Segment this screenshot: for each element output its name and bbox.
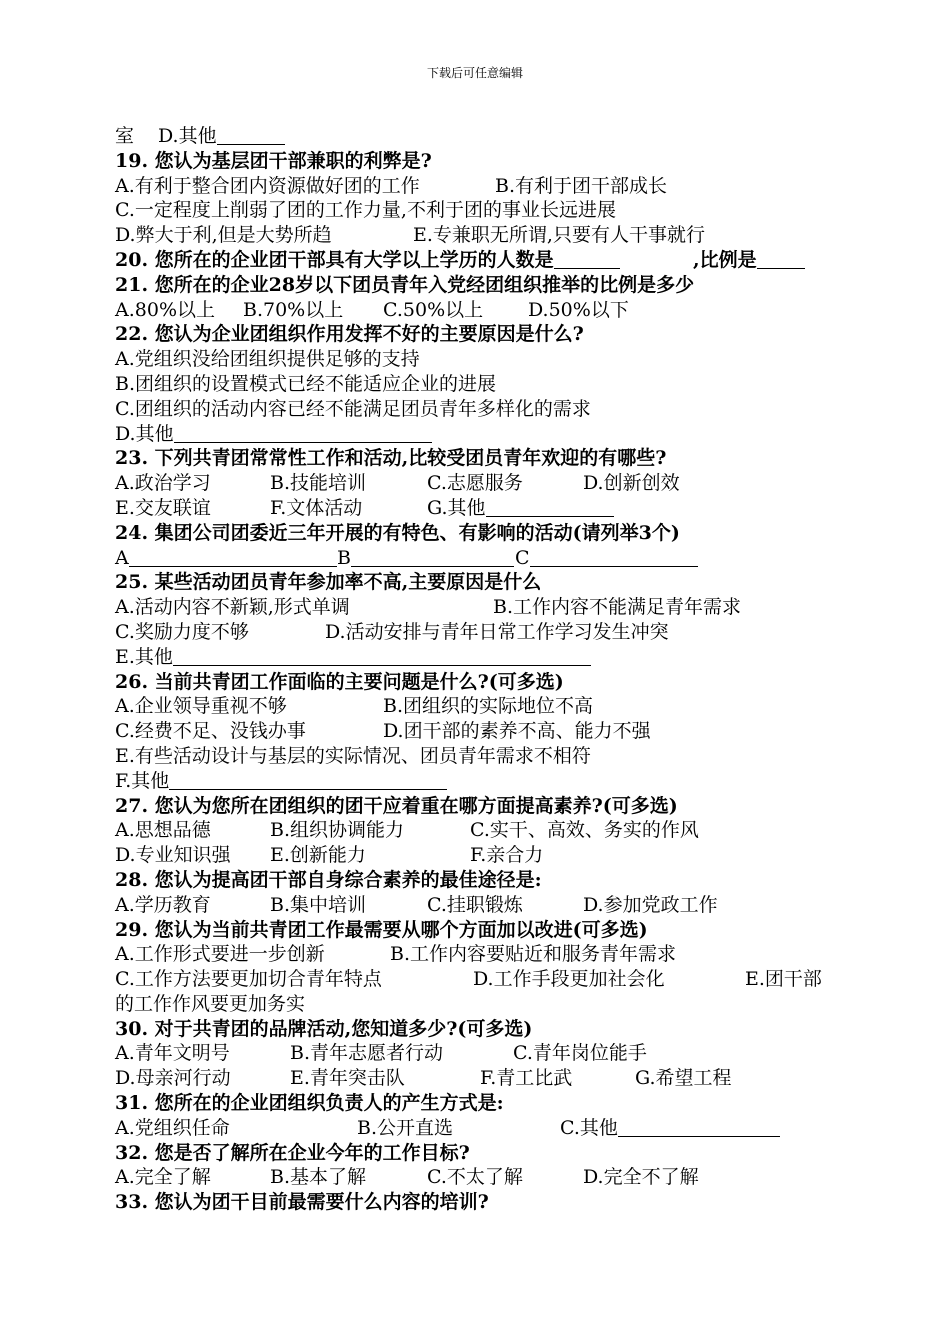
- option-line: [115, 1116, 845, 1141]
- option-line: [115, 496, 845, 521]
- question-text: [115, 1017, 532, 1042]
- question-line: [115, 322, 845, 347]
- question-line: [115, 570, 845, 595]
- option-text: [115, 372, 496, 397]
- line-text: C.其他: [560, 1116, 618, 1139]
- option-text: [470, 843, 543, 868]
- option-text: [115, 744, 591, 769]
- line-text: B.工作内容要贴近和服务青年需求: [390, 943, 677, 966]
- line-text: B.基本了解: [270, 1166, 367, 1189]
- line-text: B.技能培训: [270, 472, 367, 495]
- option-text: [115, 223, 332, 248]
- question-line: [115, 918, 845, 943]
- line-text: B.工作内容不能满足青年需求: [493, 596, 742, 619]
- question-text: [115, 149, 432, 174]
- line-text: 19. 您认为基层团干部兼职的利弊是?: [115, 149, 432, 172]
- line-text: E.其他: [115, 645, 173, 668]
- line-text: E.青年突击队: [290, 1067, 405, 1090]
- line-text: 21. 您所在的企业28岁以下团员青年入党经团组织推举的比例是多少: [115, 273, 695, 296]
- option-text: [270, 471, 366, 496]
- option-line: [115, 719, 845, 744]
- line-text: D.完全不了解: [583, 1166, 699, 1189]
- option-line: [115, 1041, 845, 1066]
- line-text: B.组织协调能力: [270, 819, 405, 842]
- question-line: [115, 1190, 845, 1215]
- option-text: [635, 1066, 732, 1091]
- line-text: C.团组织的活动内容已经不能满足团员青年多样化的需求: [115, 397, 591, 420]
- option-text: [493, 595, 741, 620]
- option-line: [115, 620, 845, 645]
- line-text: 32. 您是否了解所在企业今年的工作目标?: [115, 1141, 470, 1164]
- line-text: D.工作手段更加社会化: [473, 968, 665, 991]
- line-text: D.弊大于利,但是大势所趋: [115, 224, 332, 247]
- option-text: [325, 620, 669, 645]
- option-text: [583, 1165, 699, 1190]
- option-text: [115, 645, 591, 670]
- line-text: B.团组织的实际地位不高: [383, 695, 594, 718]
- line-text: D.母亲河行动: [115, 1067, 231, 1090]
- option-text: [115, 818, 211, 843]
- line-text: C: [515, 546, 530, 569]
- answer-blank[interactable]: [351, 548, 514, 567]
- option-line: [115, 992, 845, 1017]
- question-text: [115, 868, 542, 893]
- line-text: A.有利于整合团内资源做好团的工作: [115, 174, 420, 197]
- line-text: A: [115, 546, 129, 569]
- option-text: [115, 1066, 231, 1091]
- option-line: [115, 1165, 845, 1190]
- option-text: [115, 595, 350, 620]
- question-text: [115, 446, 666, 471]
- line-text: D.专业知识强: [115, 844, 231, 867]
- option-line: [115, 694, 845, 719]
- line-text: F.青工比武: [480, 1067, 573, 1090]
- line-text: A.80%以上: [115, 298, 215, 321]
- question-text: [115, 1091, 504, 1116]
- answer-blank[interactable]: [618, 1118, 780, 1137]
- option-text: [243, 298, 343, 323]
- option-text: [115, 967, 382, 992]
- line-text: C.一定程度上削弱了团的工作力量,不利于团的事业长远进展: [115, 199, 616, 222]
- question-line: [115, 1141, 845, 1166]
- question-text: [115, 521, 680, 546]
- question-line: [115, 273, 845, 298]
- answer-blank[interactable]: [757, 250, 805, 269]
- option-text: [390, 942, 676, 967]
- option-text: [480, 1066, 572, 1091]
- line-text: 23. 下列共青团常常性工作和活动,比较受团员青年欢迎的有哪些?: [115, 447, 667, 470]
- line-text: A.完全了解: [115, 1166, 211, 1189]
- option-line: [115, 967, 845, 992]
- option-text: [513, 1041, 647, 1066]
- option-line: [115, 595, 845, 620]
- option-text: [515, 546, 698, 571]
- line-text: F.亲合力: [470, 844, 544, 867]
- line-text: E.创新能力: [270, 844, 366, 867]
- option-text: [115, 471, 211, 496]
- option-line: [115, 818, 845, 843]
- option-text: [427, 496, 614, 521]
- page-header: 下载后可任意编辑: [426, 66, 523, 80]
- line-text: B.公开直选: [357, 1116, 454, 1139]
- option-text: [495, 174, 667, 199]
- option-text: [383, 694, 593, 719]
- line-text: B.团组织的设置模式已经不能适应企业的进展: [115, 372, 497, 395]
- line-text: 33. 您认为团干目前最需要什么内容的培训?: [115, 1191, 489, 1214]
- line-text: F.文体活动: [270, 496, 363, 519]
- line-text: D.活动安排与青年日常工作学习发生冲突: [325, 620, 669, 643]
- option-text: [115, 694, 287, 719]
- line-text: B: [337, 546, 351, 569]
- option-text: [745, 967, 822, 992]
- option-text: [470, 818, 699, 843]
- line-text: 29. 您认为当前共青团工作最需要从哪个方面加以改进(可多选): [115, 918, 648, 941]
- option-text: [473, 967, 665, 992]
- question-line: [115, 248, 845, 273]
- answer-blank[interactable]: [217, 126, 285, 145]
- option-line: [115, 942, 845, 967]
- option-line: [115, 893, 845, 918]
- line-text: A.青年文明号: [115, 1042, 230, 1065]
- line-text: C.青年岗位能手: [513, 1042, 647, 1065]
- option-line: [115, 397, 845, 422]
- line-text: B.集中培训: [270, 893, 367, 916]
- option-line: [115, 422, 845, 447]
- option-text: [115, 347, 420, 372]
- option-line: [115, 546, 845, 571]
- option-text: [413, 223, 705, 248]
- answer-blank[interactable]: [169, 771, 447, 790]
- option-text: [115, 124, 134, 149]
- line-text: E.团干部: [745, 968, 822, 991]
- line-text: A.活动内容不新颖,形式单调: [115, 596, 350, 619]
- line-text: 28. 您认为提高团干部自身综合素养的最佳途径是:: [115, 868, 542, 891]
- option-text: [270, 893, 366, 918]
- option-line: [115, 174, 845, 199]
- line-text: 27. 您认为您所在团组织的团干应着重在哪方面提高素养?(可多选): [115, 794, 678, 817]
- option-text: [158, 124, 285, 149]
- line-text: C.50%以上: [383, 298, 484, 321]
- option-text: [115, 893, 211, 918]
- option-text: [270, 496, 362, 521]
- question-text: [115, 570, 541, 595]
- line-text: A.党组织任命: [115, 1116, 230, 1139]
- question-line: [115, 149, 845, 174]
- question-text: [115, 322, 584, 347]
- option-text: [270, 818, 404, 843]
- option-text: [115, 397, 591, 422]
- question-text: [115, 1190, 489, 1215]
- answer-blank[interactable]: [129, 548, 337, 567]
- question-line: [115, 446, 845, 471]
- option-text: [115, 992, 305, 1017]
- line-text: E.专兼职无所谓,只要有人干事就行: [413, 224, 705, 247]
- line-text: A.企业领导重视不够: [115, 695, 287, 718]
- line-text: C.挂职锻炼: [427, 893, 523, 916]
- line-text: B.有利于团干部成长: [495, 174, 668, 197]
- line-text: 20. 您所在的企业团干部具有大学以上学历的人数是: [115, 248, 554, 271]
- option-line: [115, 1066, 845, 1091]
- line-text: B.青年志愿者行动: [290, 1042, 444, 1065]
- option-text: [115, 298, 215, 323]
- option-text: [115, 1116, 230, 1141]
- line-text: D.其他: [158, 125, 217, 147]
- line-text: 26. 当前共青团工作面临的主要问题是什么?(可多选): [115, 670, 564, 693]
- option-line: [115, 769, 845, 794]
- question-text: [115, 794, 678, 819]
- option-text: [427, 471, 523, 496]
- option-text: [115, 174, 420, 199]
- question-line: [115, 521, 845, 546]
- option-text: [427, 893, 523, 918]
- question-text: [115, 670, 564, 695]
- answer-blank[interactable]: [173, 647, 591, 666]
- option-line: [115, 298, 845, 323]
- line-text: 24. 集团公司团委近三年开展的有特色、有影响的活动(请列举3个): [115, 521, 680, 544]
- option-line: [115, 347, 845, 372]
- option-text: [528, 298, 629, 323]
- option-text: [427, 1165, 523, 1190]
- option-text: [383, 719, 651, 744]
- line-text: ,比例是: [693, 248, 757, 271]
- line-text: A.工作形式要进一步创新: [115, 943, 325, 966]
- option-text: [115, 620, 249, 645]
- line-text: B.70%以上: [243, 298, 344, 321]
- answer-blank[interactable]: [530, 548, 698, 567]
- option-text: [357, 1116, 453, 1141]
- line-text: E.有些活动设计与基层的实际情况、团员青年需求不相符: [115, 744, 591, 767]
- option-text: [583, 471, 680, 496]
- line-text: 31. 您所在的企业团组织负责人的产生方式是:: [115, 1092, 504, 1115]
- line-text: A.学历教育: [115, 893, 211, 916]
- line-text: 22. 您认为企业团组织作用发挥不好的主要原因是什么?: [115, 323, 584, 346]
- option-text: [115, 496, 211, 521]
- line-text: A.党组织没给团组织提供足够的支持: [115, 348, 420, 371]
- line-text: D.其他: [115, 422, 174, 445]
- option-line: [115, 744, 845, 769]
- line-text: 25. 某些活动团员青年参加率不高,主要原因是什么: [115, 571, 542, 594]
- question-line: [115, 1091, 845, 1116]
- option-line: [115, 645, 845, 670]
- option-text: [115, 719, 306, 744]
- answer-blank[interactable]: [174, 424, 432, 443]
- option-line: [115, 198, 845, 223]
- question-line: [115, 794, 845, 819]
- option-text: [115, 1165, 211, 1190]
- line-text: D.参加党政工作: [583, 893, 718, 916]
- line-text: D.50%以下: [528, 298, 629, 321]
- line-text: G.希望工程: [635, 1067, 732, 1090]
- line-text: C.实干、高效、务实的作风: [470, 819, 699, 842]
- question-text: [115, 273, 694, 298]
- line-text: D.创新创效: [583, 472, 680, 495]
- option-text: [337, 546, 514, 571]
- option-text: [270, 843, 366, 868]
- option-text: [270, 1165, 366, 1190]
- question-text: [115, 248, 620, 273]
- answer-blank[interactable]: [486, 498, 614, 517]
- line-text: A.思想品德: [115, 819, 211, 842]
- option-line: [115, 223, 845, 248]
- document-body: [115, 124, 845, 1215]
- line-text: 的工作作风要更加务实: [115, 992, 306, 1015]
- option-line: [115, 372, 845, 397]
- option-text: [115, 1041, 230, 1066]
- option-line: [115, 471, 845, 496]
- line-text: 室: [115, 125, 135, 147]
- line-text: A.政治学习: [115, 472, 211, 495]
- line-text: E.交友联谊: [115, 496, 211, 519]
- line-text: C.工作方法要更加切合青年特点: [115, 968, 382, 991]
- option-line: [115, 843, 845, 868]
- option-text: [583, 893, 718, 918]
- line-text: C.志愿服务: [427, 472, 523, 495]
- question-line: [115, 1017, 845, 1042]
- option-text: [115, 769, 447, 794]
- question-text: [693, 248, 805, 273]
- option-text: [290, 1041, 443, 1066]
- line-text: F.其他: [115, 769, 170, 792]
- line-text: D.团干部的素养不高、能力不强: [383, 720, 651, 743]
- option-text: [290, 1066, 405, 1091]
- option-text: [560, 1116, 780, 1141]
- option-text: [115, 198, 616, 223]
- question-text: [115, 1141, 470, 1166]
- line-text: C.不太了解: [427, 1166, 523, 1189]
- line-text: C.经费不足、没钱办事: [115, 720, 306, 743]
- option-text: [383, 298, 483, 323]
- answer-blank[interactable]: [554, 250, 620, 269]
- question-line: [115, 868, 845, 893]
- option-line: [115, 124, 845, 149]
- line-text: 30. 对于共青团的品牌活动,您知道多少?(可多选): [115, 1017, 533, 1040]
- line-text: G.其他: [427, 496, 486, 519]
- line-text: C.奖励力度不够: [115, 620, 249, 643]
- option-text: [115, 546, 337, 571]
- option-text: [115, 942, 325, 967]
- option-text: [115, 843, 231, 868]
- question-line: [115, 670, 845, 695]
- option-text: [115, 422, 432, 447]
- question-text: [115, 918, 648, 943]
